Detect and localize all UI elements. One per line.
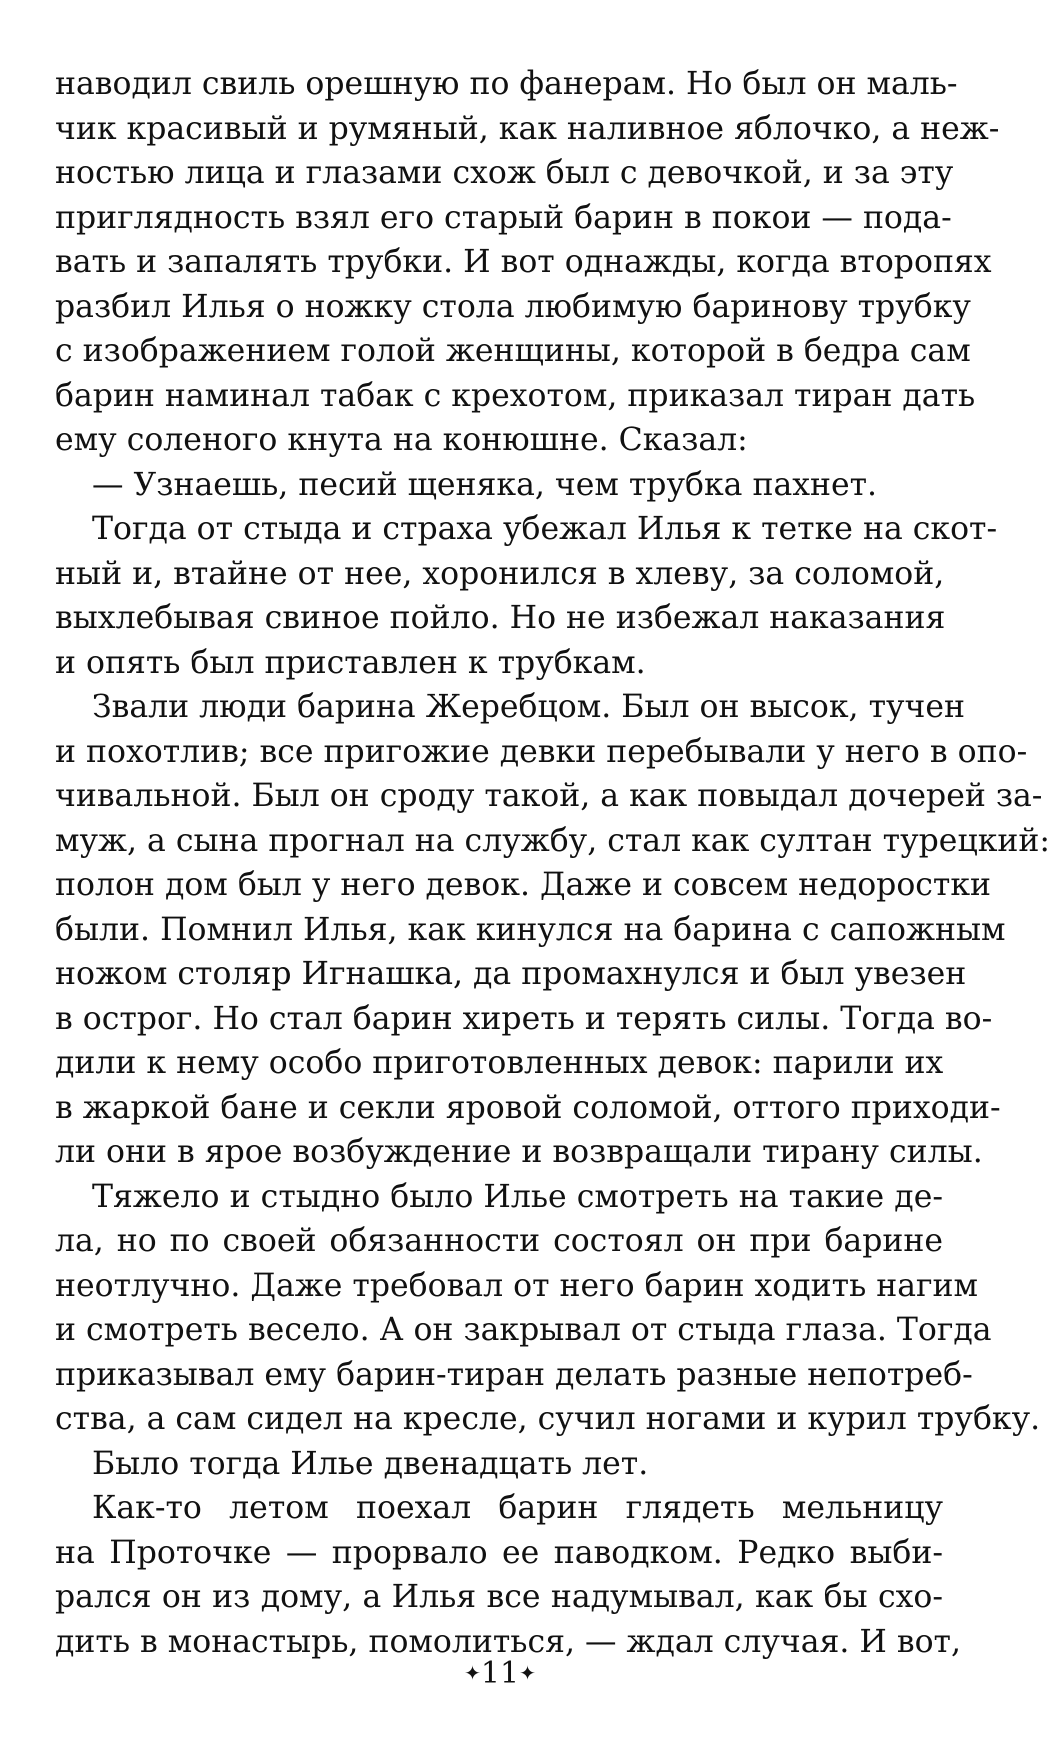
text-line: ный и, втайне от нее, хоронился в хлеву, за соломой, [55,555,945,592]
text-line: приглядность взял его старый барин в покои — пода- [55,199,952,236]
text-line: — Узнаешь, песий щеняка, чем трубка пахнет. [92,466,878,503]
text-line: и опять был приставлен к трубкам. [55,644,646,681]
text-line: полон дом был у него девок. Даже и совсем недоростки [55,867,992,903]
text-line: ства, а сам сидел на кресле, сучил ногами и курил трубку. [55,1401,1041,1437]
ornament-right-icon: ✦ [519,1661,536,1685]
text-line: чик красивый и румяный, как наливное яблочко, а неж- [55,110,1000,147]
text-line: приказывал ему барин-тиран делать разные непотреб- [55,1356,973,1393]
text-line: ли они в ярое возбуждение и возвращали тирану силы. [55,1134,983,1170]
ornament-left-icon: ✦ [464,1661,481,1685]
text-line: вать и запалять трубки. И вот однажды, когда второпях [55,244,992,280]
text-line: Было тогда Илье двенадцать лет. [92,1445,649,1482]
text-line: Тяжело и стыдно было Илье смотреть на такие де- [92,1178,943,1215]
text-line: Звали люди барина Жеребцом. Был он высок, тучен [92,689,966,725]
text-line: Как-то летом поехал барин глядеть мельницу [92,1490,943,1526]
text-line: муж, а сына прогнал на службу, стал как султан турецкий: [55,822,1050,859]
text-line: рался он из дому, а Илья все надумывал, как бы схо- [55,1579,943,1615]
text-line: были. Помнил Илья, как кинулся на барина с сапожным [55,911,1006,948]
text-line: ностью лица и глазами схож был с девочкой, и за эту [55,155,954,191]
page-number: 11 [480,1656,520,1691]
text-line: дили к нему особо приготовленных девок: парили их [55,1045,944,1081]
text-line: ла, но по своей обязанности состоял он при барине [55,1223,943,1259]
text-line: ему соленого кнута на конюшне. Сказал: [55,422,748,458]
text-line: с изображением голой женщины, которой в бедра сам [55,333,971,369]
text-line: в жаркой бане и секли яровой соломой, оттого приходи- [55,1089,1001,1126]
text-line: выхлебывая свиное пойло. Но не избежал наказания [55,600,946,636]
text-line: в острог. Но стал барин хиреть и терять силы. Тогда во- [55,1000,993,1037]
text-line: ножом столяр Игнашка, да промахнулся и был увезен [55,956,967,992]
body-text [55,62,1050,1664]
text-line: чивальной. Был он сроду такой, а как повыдал дочерей за- [55,778,1043,814]
text-line: и смотреть весело. А он закрывал от стыда глаза. Тогда [55,1312,992,1348]
text-line: разбил Илья о ножку стола любимую баринову трубку [55,288,971,325]
text-line: барин наминал табак с крехотом, приказал тиран дать [55,377,976,414]
text-line: Тогда от стыда и страха убежал Илья к тетке на скот- [92,511,998,547]
text-line: неотлучно. Даже требовал от него барин ходить нагим [55,1267,979,1304]
text-line: на Проточке — прорвало ее паводком. Редко выби- [55,1534,943,1571]
text-line: наводил свиль орешную по фанерам. Но был он маль- [55,66,958,102]
text-line: и похотлив; все пригожие девки перебывали у него в опо- [55,733,1028,770]
text-line: дить в монастырь, помолиться, — ждал случая. И вот, [55,1623,961,1660]
page-number-footer [0,1653,1000,1694]
